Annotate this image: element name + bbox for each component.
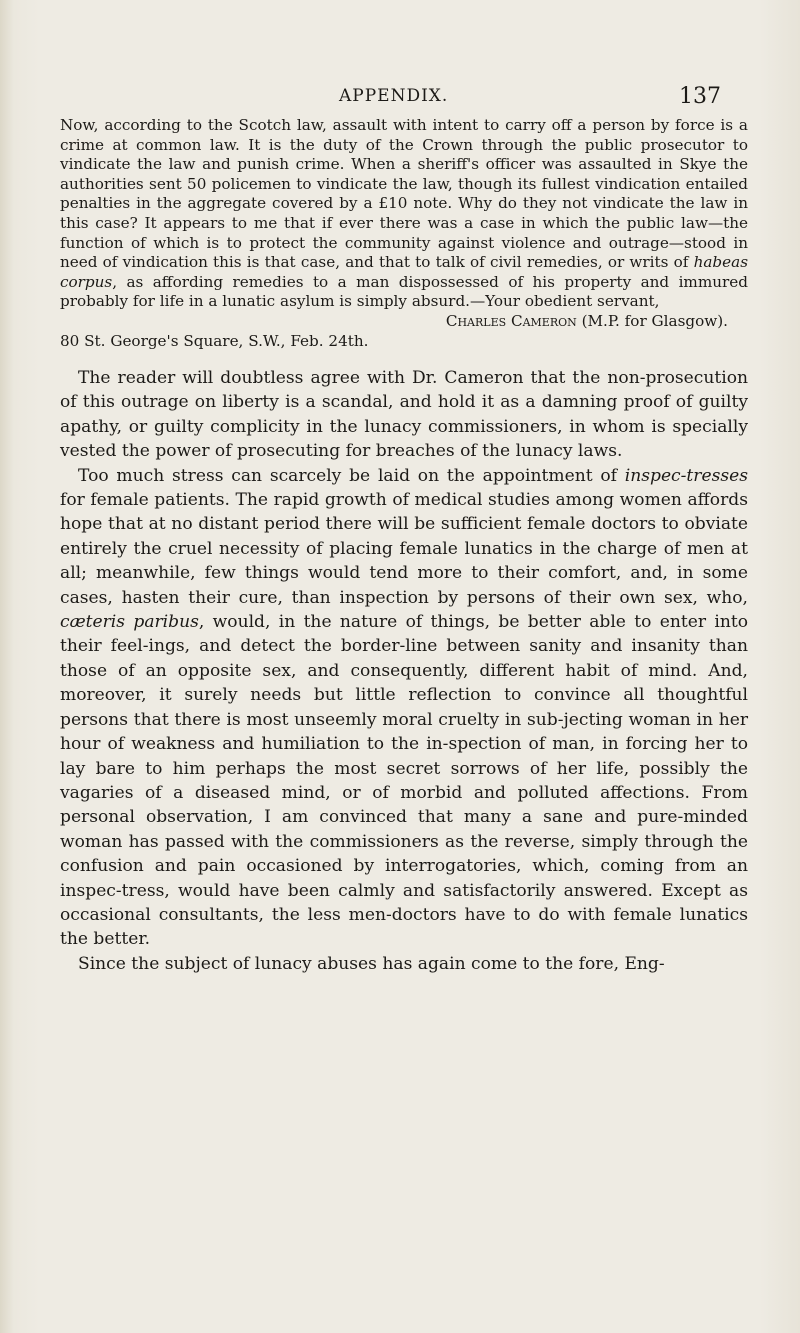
letter-address: 80 St. George's Square, S.W., Feb. 24th. <box>60 331 369 350</box>
quoted-letter <box>60 116 748 351</box>
paragraph-1: The reader will doubtless agree with Dr. Cameron that the non-prosecution of this outrage on liberty is a scandal, and hold it as a damning proof of guilty apathy, or guilty complicity in the lunacy commissioners, in whom is specially vested the power of prosecuting for breaches of the lunacy laws. <box>60 368 748 462</box>
letter-signature: Charles Cameron (M.P. for Glasgow). <box>445 311 728 330</box>
paragraph-2: Too much stress can scarcely be laid on the appointment of inspec-tresses for female patients. The rapid growth of medical studies among women affords hope that at no distant period there will be sufficient female doctors to obviate entirely the cruel necessity of placing female lunatics in the charge of men at all; meanwhile, few things would tend more to their comfort, and, in some cases, hasten their cure, than inspection by persons of their own sex, who, cæteris paribus, would, in the nature of things, be better able to enter into their feel-ings, and detect the border-line between sanity and insanity than those of an opposite sex, and consequently, different habit of mind. And, moreover, it surely needs but little reflection to convince all thoughtful persons that there is most unseemly moral cruelty in sub-jecting woman in her hour of weakness and humiliation to the in-spection of man, in forcing her to lay bare to him perhaps the most secret sorrows of her life, possibly the vagaries of a diseased mind, or of morbid and polluted affections. From personal observation, I am convinced that many a sane and pure-minded woman has passed with the commissioners as the reverse, simply through the confusion and pain occasioned by interrogatories, which, coming from an inspec-tress, would have been calmly and satisfactorily answered. Except as occasional consultants, the less men-doctors have to do with female lunatics the better. <box>60 465 748 950</box>
letter-body: Now, according to the Scotch law, assault with intent to carry off a person by force is a crime at common law. It is the duty of the Crown through the public prosecutor to vindicate the law and punish crime. When a sheriff's officer was assaulted in Skye the authorities sent 50 policemen to vindicate the law, though its fullest vindication entailed penalties in the aggregate covered by a £10 note. Why do they not vindicate the law in this case? It appears to me that if ever there was a case in which the public law—the function of which is to protect the community against violence and outrage—stood in need of vindication this is that case, and that to talk of civil remedies, or writs of habeas corpus, as affording remedies to a man dispossessed of his property and immured probably for life in a lunatic asylum is simply absurd.—Your obedient servant, <box>60 116 748 311</box>
running-head-title: APPENDIX. <box>339 86 449 106</box>
paragraph-3: Since the subject of lunacy abuses has again come to the fore, Eng- <box>78 953 665 974</box>
running-head <box>0 86 800 116</box>
page-number: 137 <box>679 84 721 109</box>
main-text <box>60 366 748 976</box>
